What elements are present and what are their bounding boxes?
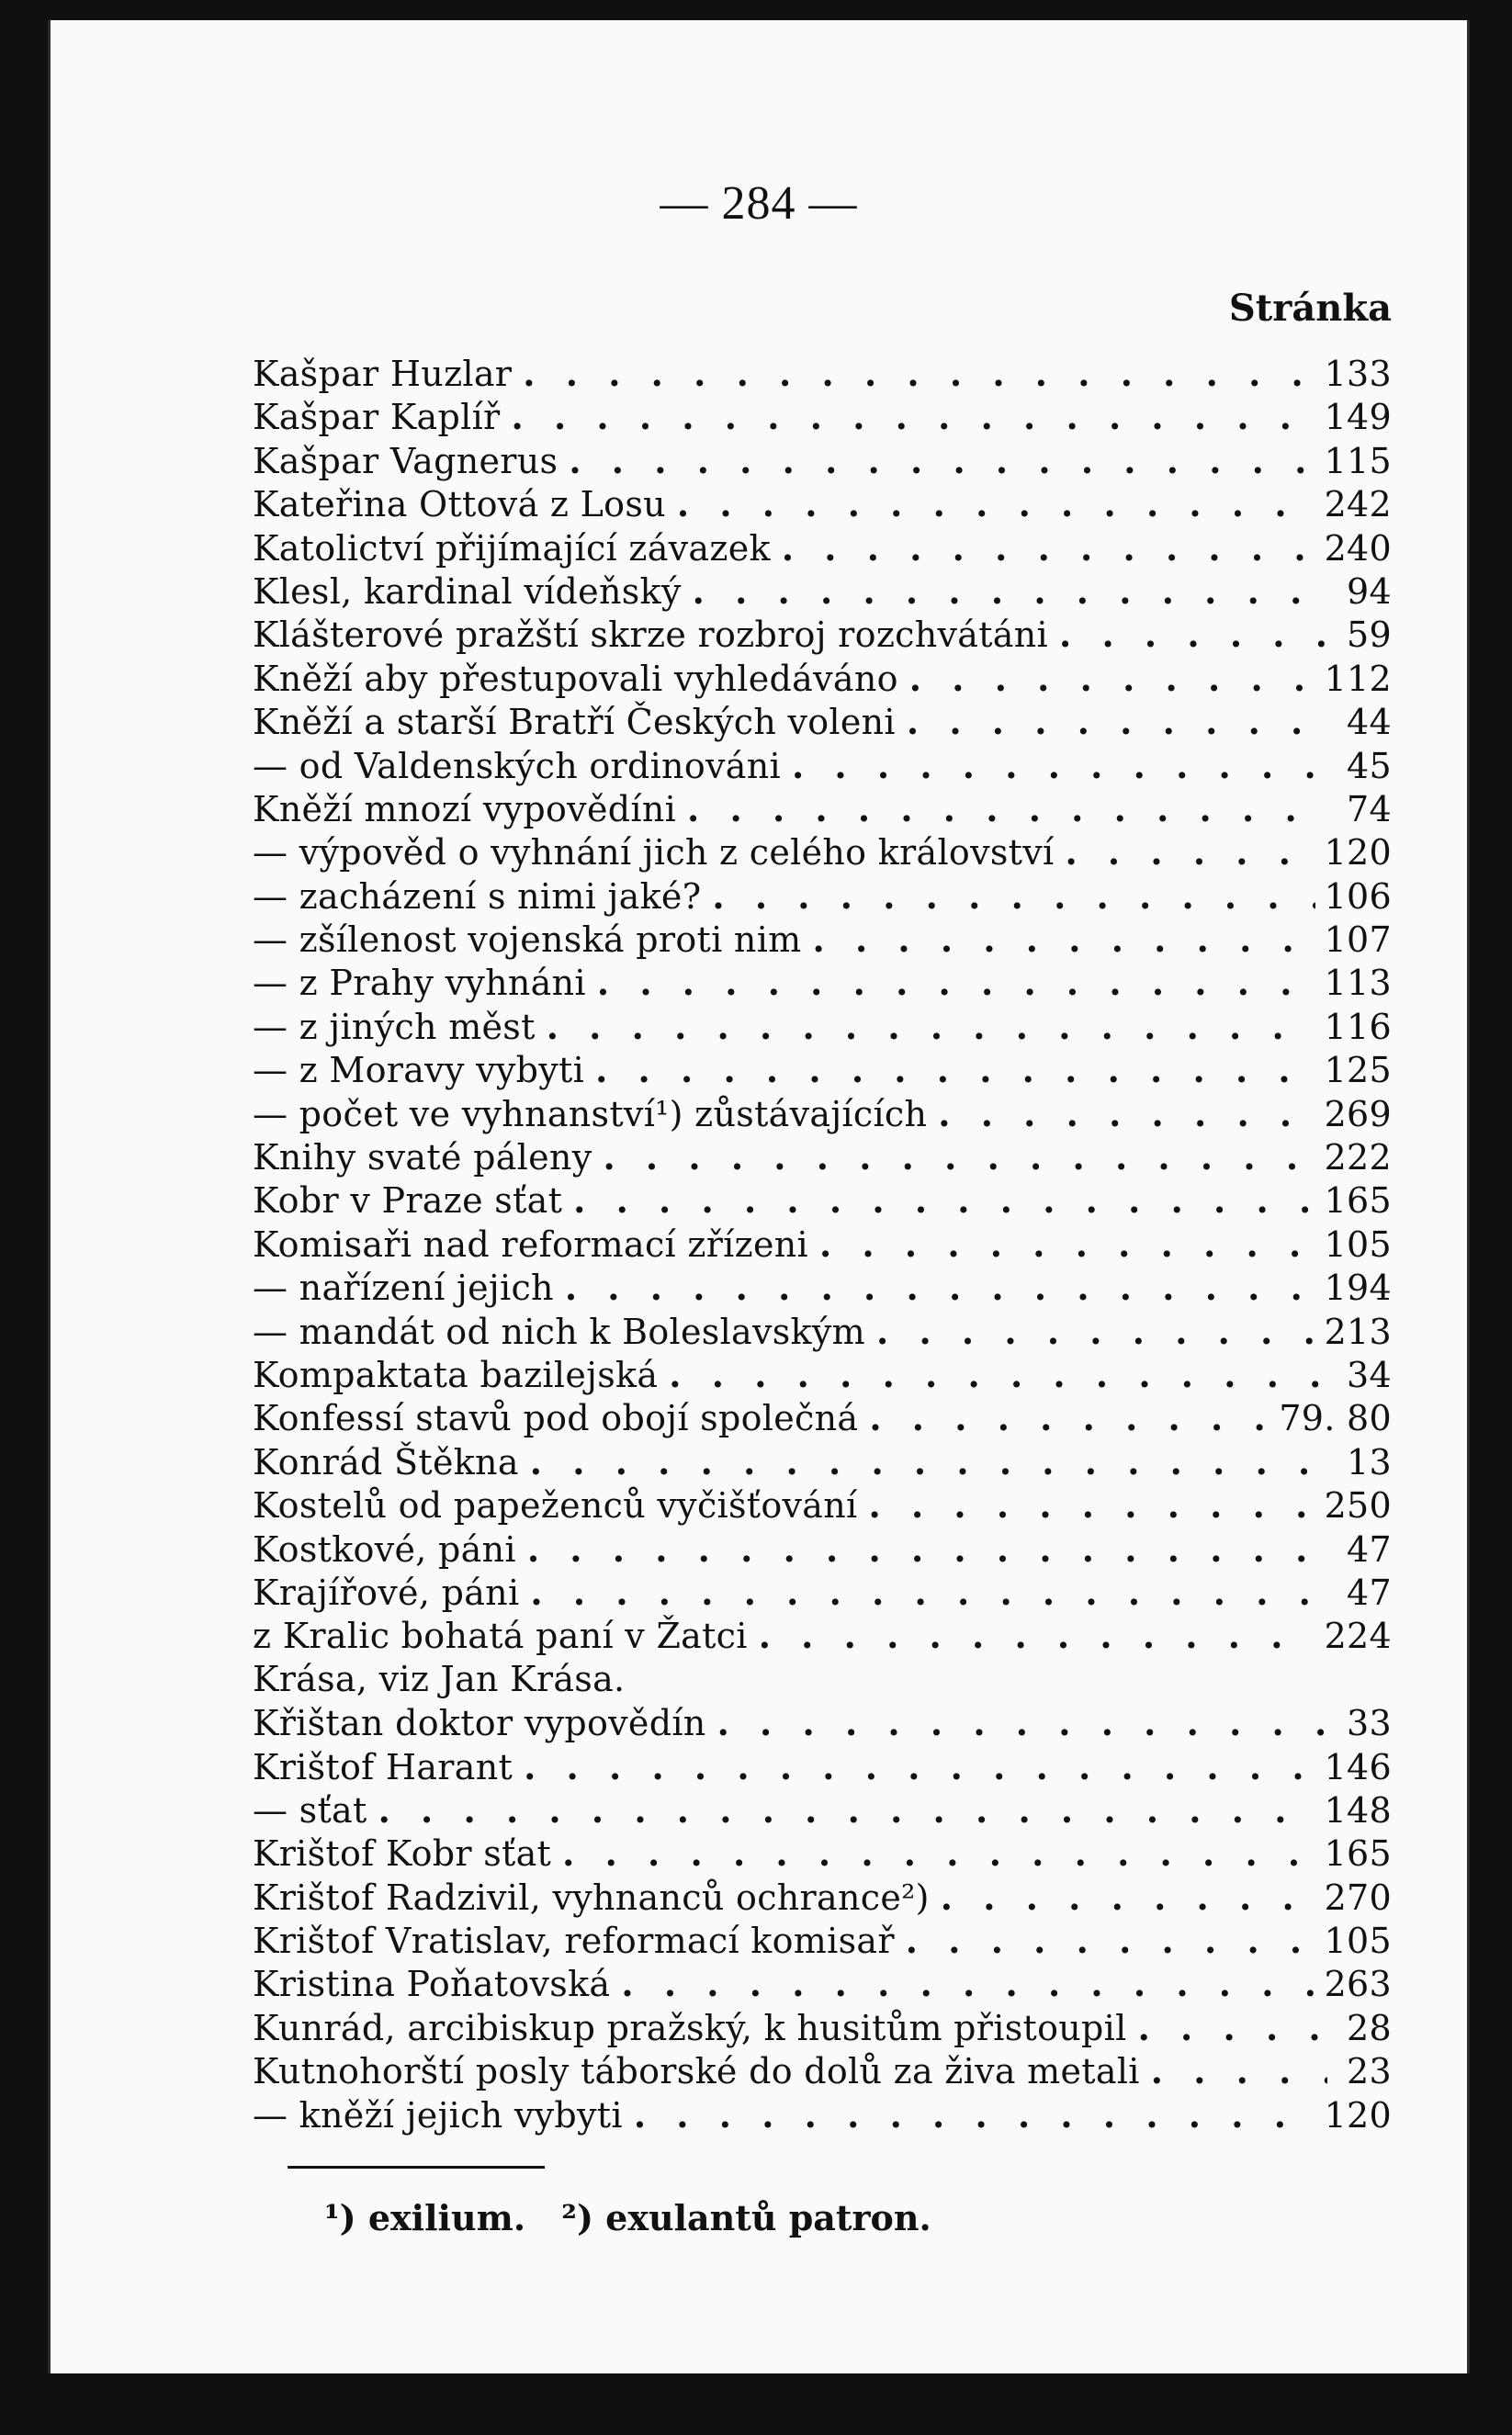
entry-page-number: 224 [1324,1616,1392,1657]
entry-label: — počet ve vyhnanství¹) zůstávajících [253,1093,928,1134]
entry-page-number: 107 [1324,919,1392,961]
entry-label: Krištof Kobr sťat [253,1833,552,1875]
entry-page-number: 116 [1324,1006,1392,1047]
dot-leader [603,1136,1315,1178]
index-entry [253,1049,1392,1092]
dot-leader [524,1746,1315,1787]
entry-label: Konfessí stavů pod obojí společná [253,1398,859,1439]
index-entry [253,2007,1392,2050]
entry-page-number: 250 [1324,1485,1392,1527]
entry-label: — výpověd o vyhnání jich z celého království [253,832,1055,874]
dot-leader [869,1397,1269,1438]
index-entry [253,1702,1392,1745]
dot-leader [687,788,1327,829]
entry-label: Krištof Harant [253,1746,513,1787]
entry-label: Kompaktata bazilejská [253,1354,659,1395]
entry-label: — nařízení jejich [253,1268,554,1309]
index-entry [253,1746,1392,1789]
index-entry [253,1572,1392,1615]
entry-label: Křištan doktor vypovědín [253,1703,706,1744]
entry-label: Kostkové, páni [253,1528,516,1570]
entry-label: — zšílenost vojenská proti nim [253,919,802,961]
dot-leader [378,1789,1315,1831]
dot-leader [523,353,1315,394]
entry-label: — z Prahy vyhnáni [253,963,586,1004]
entry-label: Kašpar Vagnerus [253,440,559,481]
entry-label: Kašpar Huzlar [253,354,513,394]
index-entry [253,1441,1392,1484]
entry-page-number: 33 [1347,1703,1392,1744]
dot-leader [1065,831,1315,873]
entry-page-number: 105 [1324,1223,1392,1265]
index-entry [253,1615,1392,1658]
entry-label: z Kralic bohatá paní v Žatci [253,1616,748,1657]
entry-label: Krajířové, páni [253,1572,520,1613]
index-entry [253,1920,1392,1963]
entry-label: Kněží a starší Bratří Českých voleni [253,702,896,743]
entry-page-number: 59 [1347,614,1392,656]
entry-label: Konrád Štěkna [253,1441,519,1482]
index-entry [253,1311,1392,1354]
dot-leader [595,1049,1315,1090]
dot-leader [1138,2007,1327,2048]
page-number: — 284 — [660,177,858,230]
entry-label: Kobr v Praze sťat [253,1180,563,1222]
dot-leader [868,1484,1315,1526]
entry-label: Klesl, kardinal vídeňský [253,570,682,612]
dot-leader [782,527,1315,569]
dot-leader [938,1093,1315,1134]
entry-label: — z Moravy vybyti [253,1050,585,1091]
entry-label: Kristina Poňatovská [253,1964,611,2005]
dot-leader [819,1223,1315,1265]
index-entry [253,745,1392,788]
index-entry [253,701,1392,744]
entry-page-number: 34 [1347,1354,1392,1395]
entry-page-number: 47 [1347,1528,1392,1570]
entry-label: Kněží mnozí vypovědíni [253,788,677,829]
entry-page-number: 222 [1324,1137,1392,1178]
index-entry [253,1006,1392,1049]
entry-label: Kutnohorští posly táborské do dolů za živa metali [253,2051,1140,2092]
entry-page-number: 113 [1324,963,1392,1004]
dot-leader [597,962,1315,1003]
index-entry [253,1093,1392,1136]
dot-leader [512,396,1315,437]
entry-label: Klášterové pražští skrze rozbroj rozchvátáni [253,614,1048,656]
index-entry [253,1832,1392,1876]
entry-label: Knihy svaté páleny [253,1137,592,1178]
entry-page-number: 79. 80 [1279,1398,1392,1439]
index-entry [253,788,1392,831]
entry-page-number: 165 [1324,1833,1392,1875]
dot-leader [907,701,1327,742]
entry-label: Krása, viz Jan Krása. [253,1658,626,1699]
entry-label: Kunrád, arcibiskup pražský, k husitům přistoupil [253,2007,1127,2048]
entry-label: — sťat [253,1789,367,1831]
entry-label: — od Valdenských ordinováni [253,745,781,786]
entry-label: Kostelů od papeženců vyčišťování [253,1485,858,1527]
index-entry [253,658,1392,701]
index-entry [253,483,1392,526]
entry-page-number: 105 [1324,1921,1392,1962]
index-entry [253,353,1392,396]
entry-label: Krištof Vratislav, reformací komisař [253,1921,895,1962]
dot-leader [634,2094,1315,2136]
index-entry [253,1659,1392,1702]
entry-page-number: 115 [1324,440,1392,481]
dot-leader [562,1832,1315,1874]
dot-leader [677,483,1315,524]
footnotes [324,2197,955,2238]
entry-page-number: 263 [1324,1964,1392,2005]
index-entry [253,1354,1392,1397]
dot-leader [527,1528,1327,1570]
index-entry [253,1397,1392,1440]
entry-page-number: 125 [1324,1050,1392,1091]
entry-page-number: 94 [1347,570,1392,612]
dot-leader [792,745,1327,786]
entry-page-number: 165 [1324,1180,1392,1222]
dot-leader [547,1006,1315,1047]
entry-page-number: 270 [1324,1877,1392,1918]
index-entry [253,2050,1392,2093]
dot-leader [717,1702,1327,1743]
entry-page-number: 146 [1324,1746,1392,1787]
entry-label: Krištof Radzivil, vyhnanců ochrance²) [253,1877,930,1918]
index-entry [253,570,1392,614]
entry-label: — zacházení s nimi jaké? [253,875,702,917]
index-entry [253,1877,1392,1920]
entry-page-number: 13 [1347,1441,1392,1482]
dot-leader [1151,2050,1327,2091]
index-entry [253,527,1392,570]
entry-page-number: 44 [1347,702,1392,743]
entry-label: Komisaři nad reformací zřízeni [253,1223,808,1265]
entry-label: — kněží jejich vybyti [253,2094,623,2136]
index-entry [253,614,1392,657]
dot-leader [569,440,1315,481]
dot-leader [669,1354,1327,1395]
index-entry [253,831,1392,874]
dot-leader [565,1267,1315,1308]
entry-page-number: 269 [1324,1093,1392,1134]
dot-leader [530,1572,1327,1613]
dot-leader [712,875,1315,917]
dot-leader [621,1963,1315,2004]
entry-page-number: 120 [1324,2094,1392,2136]
column-header-page: Stránka [1228,287,1392,330]
entry-page-number: 120 [1324,832,1392,874]
entry-label: — z jiných měst [253,1006,536,1047]
dot-leader [876,1311,1315,1352]
dot-leader [909,658,1315,699]
entry-page-number: 106 [1324,875,1392,917]
entry-page-number: 240 [1324,527,1392,569]
footnote-1: ¹) exilium. [324,2197,526,2238]
footnote-rule [288,2166,545,2169]
entry-label: Kašpar Kaplíř [253,397,501,438]
entry-page-number: 74 [1347,788,1392,829]
index-entry [253,396,1392,439]
entry-page-number: 28 [1347,2007,1392,2048]
index-entry [253,875,1392,919]
index-list [253,353,1392,2137]
dot-leader [812,919,1315,960]
index-entry [253,1789,1392,1832]
index-entry [253,2094,1392,2137]
entry-page-number: 148 [1324,1789,1392,1831]
entry-label: Katolictví přijímající závazek [253,527,771,569]
index-entry [253,1179,1392,1223]
dot-leader [941,1877,1315,1918]
entry-label: — mandát od nich k Boleslavským [253,1311,865,1352]
entry-page-number: 47 [1347,1572,1392,1613]
book-page [48,20,1470,2373]
index-entry [253,919,1392,962]
entry-page-number: 242 [1324,484,1392,525]
index-entry [253,1528,1392,1572]
dot-leader [693,570,1327,612]
dot-leader [573,1179,1315,1221]
entry-page-number: 194 [1324,1268,1392,1309]
entry-page-number: 45 [1347,745,1392,786]
index-entry [253,1136,1392,1179]
index-entry [253,1963,1392,2006]
dot-leader [906,1920,1315,1961]
index-entry [253,1223,1392,1267]
index-entry [253,440,1392,483]
entry-page-number: 23 [1347,2051,1392,2092]
dot-leader [1059,614,1327,655]
footnote-2: ²) exulantů patron. [561,2197,931,2238]
dot-leader [530,1441,1327,1482]
entry-page-number: 213 [1324,1311,1392,1352]
index-entry [253,1267,1392,1310]
entry-page-number: 149 [1324,397,1392,438]
entry-page-number: 133 [1324,354,1392,394]
entry-label: Kněží aby přestupovali vyhledáváno [253,658,898,699]
dot-leader [759,1615,1315,1656]
entry-page-number: 112 [1324,658,1392,699]
index-entry [253,962,1392,1005]
index-entry [253,1484,1392,1528]
entry-label: Kateřina Ottová z Losu [253,484,666,525]
